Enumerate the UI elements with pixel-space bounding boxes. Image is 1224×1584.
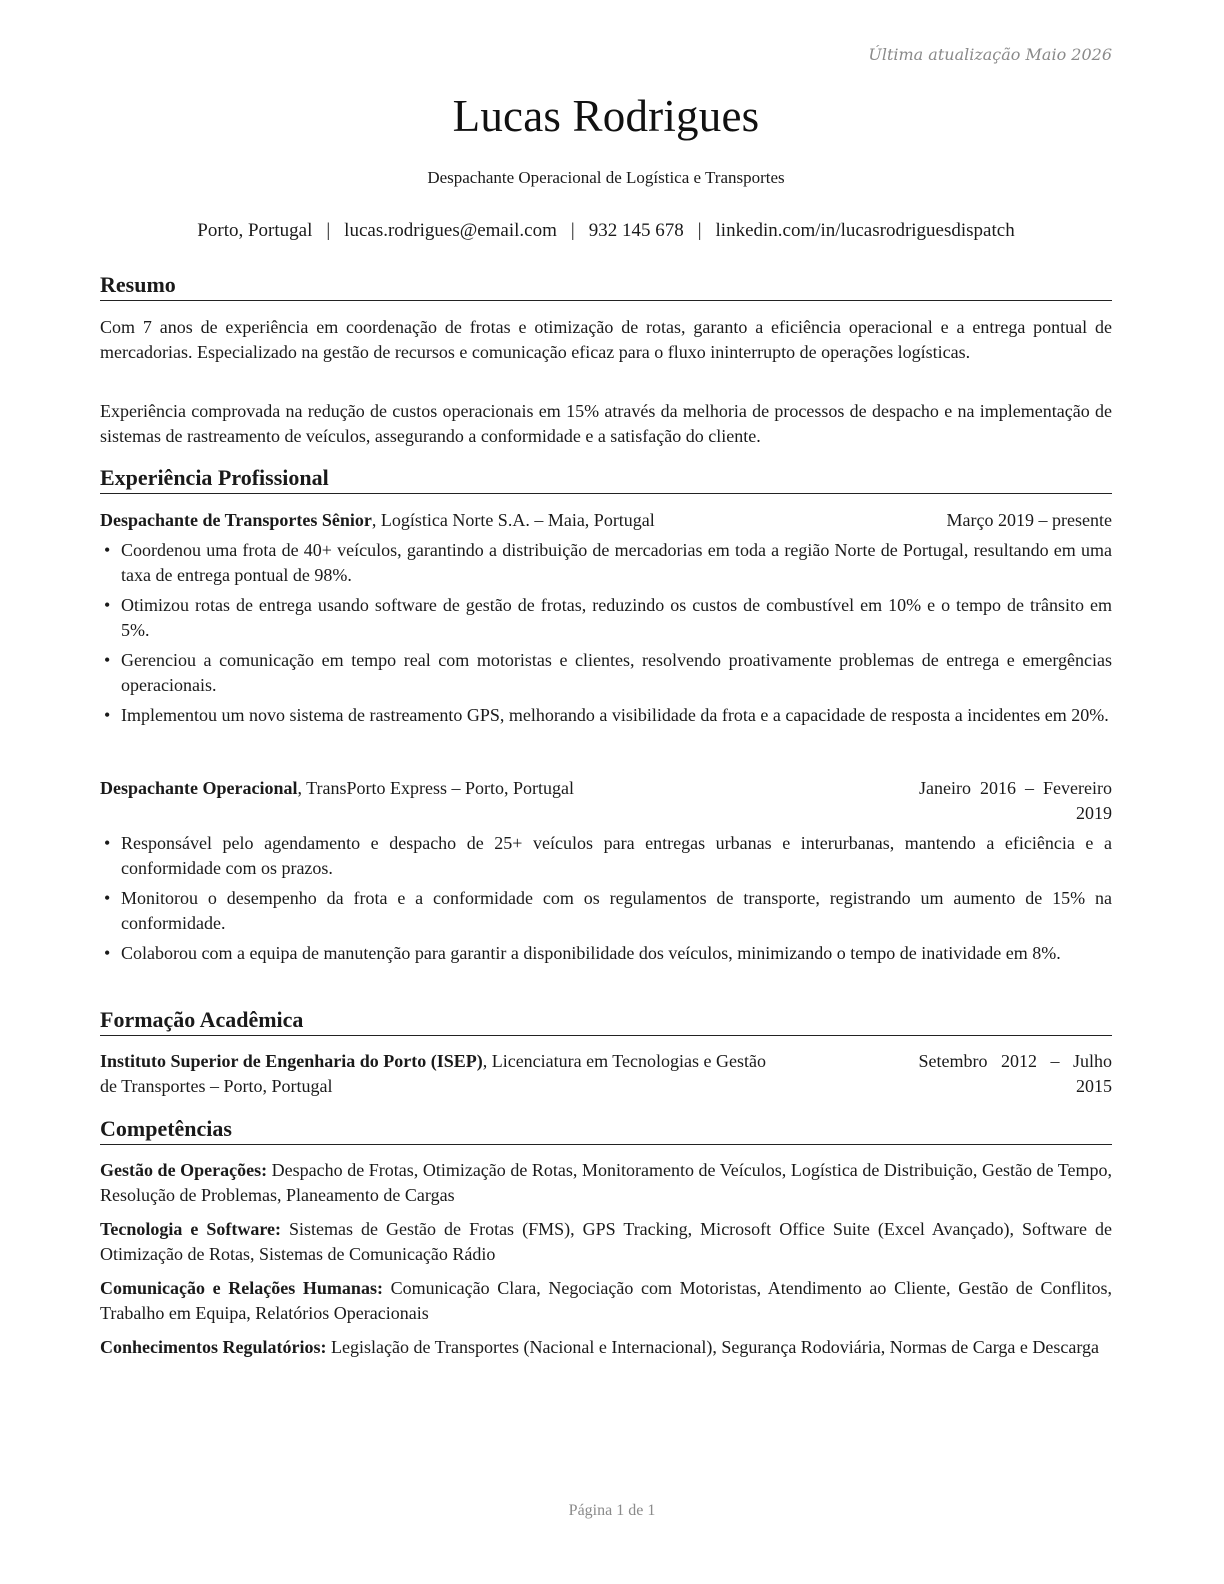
job-header: [100, 508, 1112, 533]
section-title-education: Formação Acadêmica: [100, 1007, 1112, 1036]
bullet-text: Colaborou com a equipa de manutenção para garantir a disponibilidade dos veículos, minimizando o tempo de inatividade em 8%.: [121, 943, 1061, 963]
job-company: , Logística Norte S.A. – Maia, Portugal: [371, 510, 655, 530]
page-number: Página 1 de 1: [568, 1502, 656, 1519]
education-entry: [100, 1049, 1112, 1099]
skill-text: Legislação de Transportes (Nacional e Internacional), Segurança Rodoviária, Normas de Carga e Descarga: [326, 1337, 1100, 1357]
list-item: [100, 648, 1112, 698]
contact-separator: |: [570, 220, 575, 241]
job-bullets: [100, 538, 1112, 733]
education-dates: [919, 1049, 1113, 1099]
section-title-skills: Competências: [100, 1116, 1112, 1145]
bullet-text: Otimizou rotas de entrega usando software de gestão de frotas, reduzindo os custos de combustível em 10% e o tempo de trânsito em 5%.: [121, 595, 1112, 640]
contact-phone: 932 145 678: [588, 220, 684, 241]
skill-group: [100, 1158, 1112, 1208]
contact-email-link[interactable]: lucas.rodrigues@email.com: [344, 220, 557, 241]
job-title: Despachante Operacional de Logística e Transportes: [427, 168, 785, 187]
contact-location: Porto, Portugal: [197, 220, 313, 241]
list-item: [100, 593, 1112, 643]
education-degree: de Transportes – Porto, Portugal: [100, 1076, 333, 1096]
education-dates-line: 2015: [1076, 1076, 1112, 1096]
summary-paragraph: Experiência comprovada na redução de custos operacionais em 15% através da melhoria de processos de despacho e na implementação de sistemas de rastreamento de veículos, assegurando a conformidade e a satisfação do cliente.: [100, 401, 1112, 446]
skill-group: [100, 1217, 1112, 1267]
skill-group: [100, 1335, 1112, 1360]
list-item: [100, 703, 1112, 728]
bullet-text: Monitorou o desempenho da frota e a conformidade com os regulamentos de transporte, registrando um aumento de 15% na conformidade.: [121, 888, 1112, 933]
bullet-icon: •: [104, 595, 111, 615]
job-dates: [919, 776, 1112, 826]
skill-label: Comunicação e Relações Humanas:: [100, 1278, 383, 1298]
candidate-name: Lucas Rodrigues: [452, 91, 760, 141]
skill-label: Gestão de Operações:: [100, 1160, 268, 1180]
section-title-experience: Experiência Profissional: [100, 465, 1112, 494]
bullet-icon: •: [104, 705, 111, 725]
education-degree: , Licenciatura em Tecnologias e Gestão: [482, 1051, 766, 1071]
contact-separator: |: [326, 220, 331, 241]
list-item: [100, 538, 1112, 588]
contact-line: [100, 220, 1112, 242]
job-dates-line: 2019: [1076, 803, 1112, 823]
job-header: [100, 776, 1112, 826]
job-role: Despachante de Transportes Sênior: [100, 510, 372, 530]
job-bullets: [100, 831, 1112, 971]
bullet-icon: •: [104, 888, 111, 908]
skill-label: Tecnologia e Software:: [100, 1219, 282, 1239]
section-title-summary: Resumo: [100, 272, 1112, 301]
bullet-text: Responsável pelo agendamento e despacho de 25+ veículos para entregas urbanas e interurbanas, mantendo a eficiência e a conformidade com os prazos.: [121, 833, 1112, 878]
job-company: , TransPorto Express – Porto, Portugal: [297, 778, 575, 798]
skill-text: Despacho de Frotas, Otimização de Rotas, Monitoramento de Veículos, Logística de Distribuição, Gestão de Tempo, Resolução de Problemas, Planeamento de Cargas: [100, 1160, 1112, 1205]
bullet-icon: •: [104, 833, 111, 853]
education-dates-line: Setembro 2012 – Julho: [918, 1051, 1112, 1071]
skill-group: [100, 1276, 1112, 1326]
list-item: [100, 941, 1112, 966]
list-item: [100, 831, 1112, 881]
bullet-icon: •: [104, 540, 111, 560]
skill-text: Sistemas de Gestão de Frotas (FMS), GPS Tracking, Microsoft Office Suite (Excel Avançado), Software de Otimização de Rotas, Sistemas de Comunicação Rádio: [100, 1219, 1112, 1264]
list-item: [100, 886, 1112, 936]
skill-text: Comunicação Clara, Negociação com Motoristas, Atendimento ao Cliente, Gestão de Conflitos, Trabalho em Equipa, Relatórios Operacionais: [100, 1278, 1112, 1323]
contact-linkedin-link[interactable]: linkedin.com/in/lucasrodriguesdispatch: [715, 220, 1015, 241]
bullet-text: Implementou um novo sistema de rastreamento GPS, melhorando a visibilidade da frota e a capacidade de resposta a incidentes em 20%.: [121, 705, 1109, 725]
job-role: Despachante Operacional: [100, 778, 298, 798]
summary-paragraph: Com 7 anos de experiência em coordenação de frotas e otimização de rotas, garanto a eficiência operacional e a entrega pontual de mercadorias. Especializado na gestão de recursos e comunicação eficaz para o fluxo ininterrupto de operações logísticas.: [100, 317, 1112, 362]
last-updated: Última atualização Maio 2026: [868, 45, 1112, 64]
job-dates: Março 2019 – presente: [946, 510, 1112, 530]
contact-separator: |: [697, 220, 702, 241]
bullet-icon: •: [104, 943, 111, 963]
skill-label: Conhecimentos Regulatórios:: [100, 1337, 327, 1357]
bullet-icon: •: [104, 650, 111, 670]
bullet-text: Gerenciou a comunicação em tempo real com motoristas e clientes, resolvendo proativamente problemas de entrega e emergências operacionais.: [121, 650, 1112, 695]
bullet-text: Coordenou uma frota de 40+ veículos, garantindo a distribuição de mercadorias em toda a região Norte de Portugal, resultando em uma taxa de entrega pontual de 98%.: [121, 540, 1112, 585]
education-institution: Instituto Superior de Engenharia do Porto (ISEP): [100, 1051, 483, 1071]
job-dates-line: Janeiro 2016 – Fevereiro: [919, 778, 1112, 798]
